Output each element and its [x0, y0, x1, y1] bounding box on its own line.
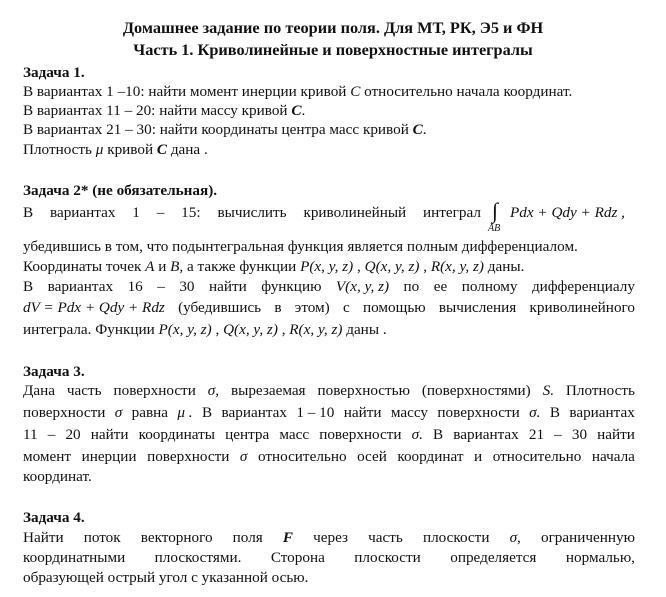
task1-heading: Задача 1. [23, 64, 85, 81]
task3-line2: поверхности σ равна μ . В вариантах 1 – 10 найти массу поверхности σ. В вариантах [23, 404, 635, 421]
task4-line3: образующей острый угол с указанной осью. [23, 569, 309, 586]
task2-line2: убедившись в том, что подынтегральная функция является полным дифференциалом. [23, 238, 578, 255]
page-subtitle: Часть 1. Криволинейные и поверхностные интегралы [133, 40, 533, 59]
line-integral-symbol: ∫ AB [488, 198, 501, 234]
task3-heading: Задача 3. [23, 363, 85, 380]
task3-line3: 11 – 20 найти координаты центра масс поверхности σ. В вариантах 21 – 30 найти [23, 426, 635, 443]
task4-line1: Найти поток векторного поля F через часть плоскости σ, ограниченную [23, 529, 635, 546]
task2-line5: dV = Pdx + Qdy + Rdz (убедившись в этом) с помощью вычисления криволинейного [23, 299, 635, 316]
task2-line6: интеграла. Функции P(x, y, z) , Q(x, y, z) , R(x, y, z) даны . [23, 321, 387, 338]
task4-line2: координатными плоскостями. Сторона плоскости определяется нормалью, [23, 549, 635, 566]
task1-line4: Плотность μ кривой C дана . [23, 141, 208, 158]
task3-line5: координат. [23, 468, 92, 485]
task1-line3: В вариантах 21 – 30: найти координаты центра масс кривой C. [23, 121, 427, 138]
task4-heading: Задача 4. [23, 509, 85, 526]
task1-line2: В вариантах 11 – 20: найти массу кривой C. [23, 102, 306, 119]
task2-heading: Задача 2* (не обязательная). [23, 182, 218, 199]
task3-line4: момент инерции поверхности σ относительно осей координат и относительно начала [23, 448, 635, 465]
page-title: Домашнее задание по теории поля. Для МТ, РК, Э5 и ФН [122, 18, 544, 37]
task2-line4: В вариантах 16 – 30 найти функцию V(x, y, z) по ее полному дифференциалу [23, 278, 635, 295]
task2-integrand: Pdx + Qdy + Rdz , [510, 204, 625, 221]
task3-line1: Дана часть поверхности σ, вырезаемая поверхностью (поверхностями) S. Плотность [23, 382, 635, 399]
task2-line1: В вариантах 1 – 15: вычислить криволинейный интеграл [23, 204, 481, 221]
task1-line1: В вариантах 1 –10: найти момент инерции кривой C относительно начала координат. [23, 83, 573, 100]
task2-line3: Координаты точек A и B, а также функции P(x, y, z) , Q(x, y, z) , R(x, y, z) даны. [23, 258, 525, 275]
